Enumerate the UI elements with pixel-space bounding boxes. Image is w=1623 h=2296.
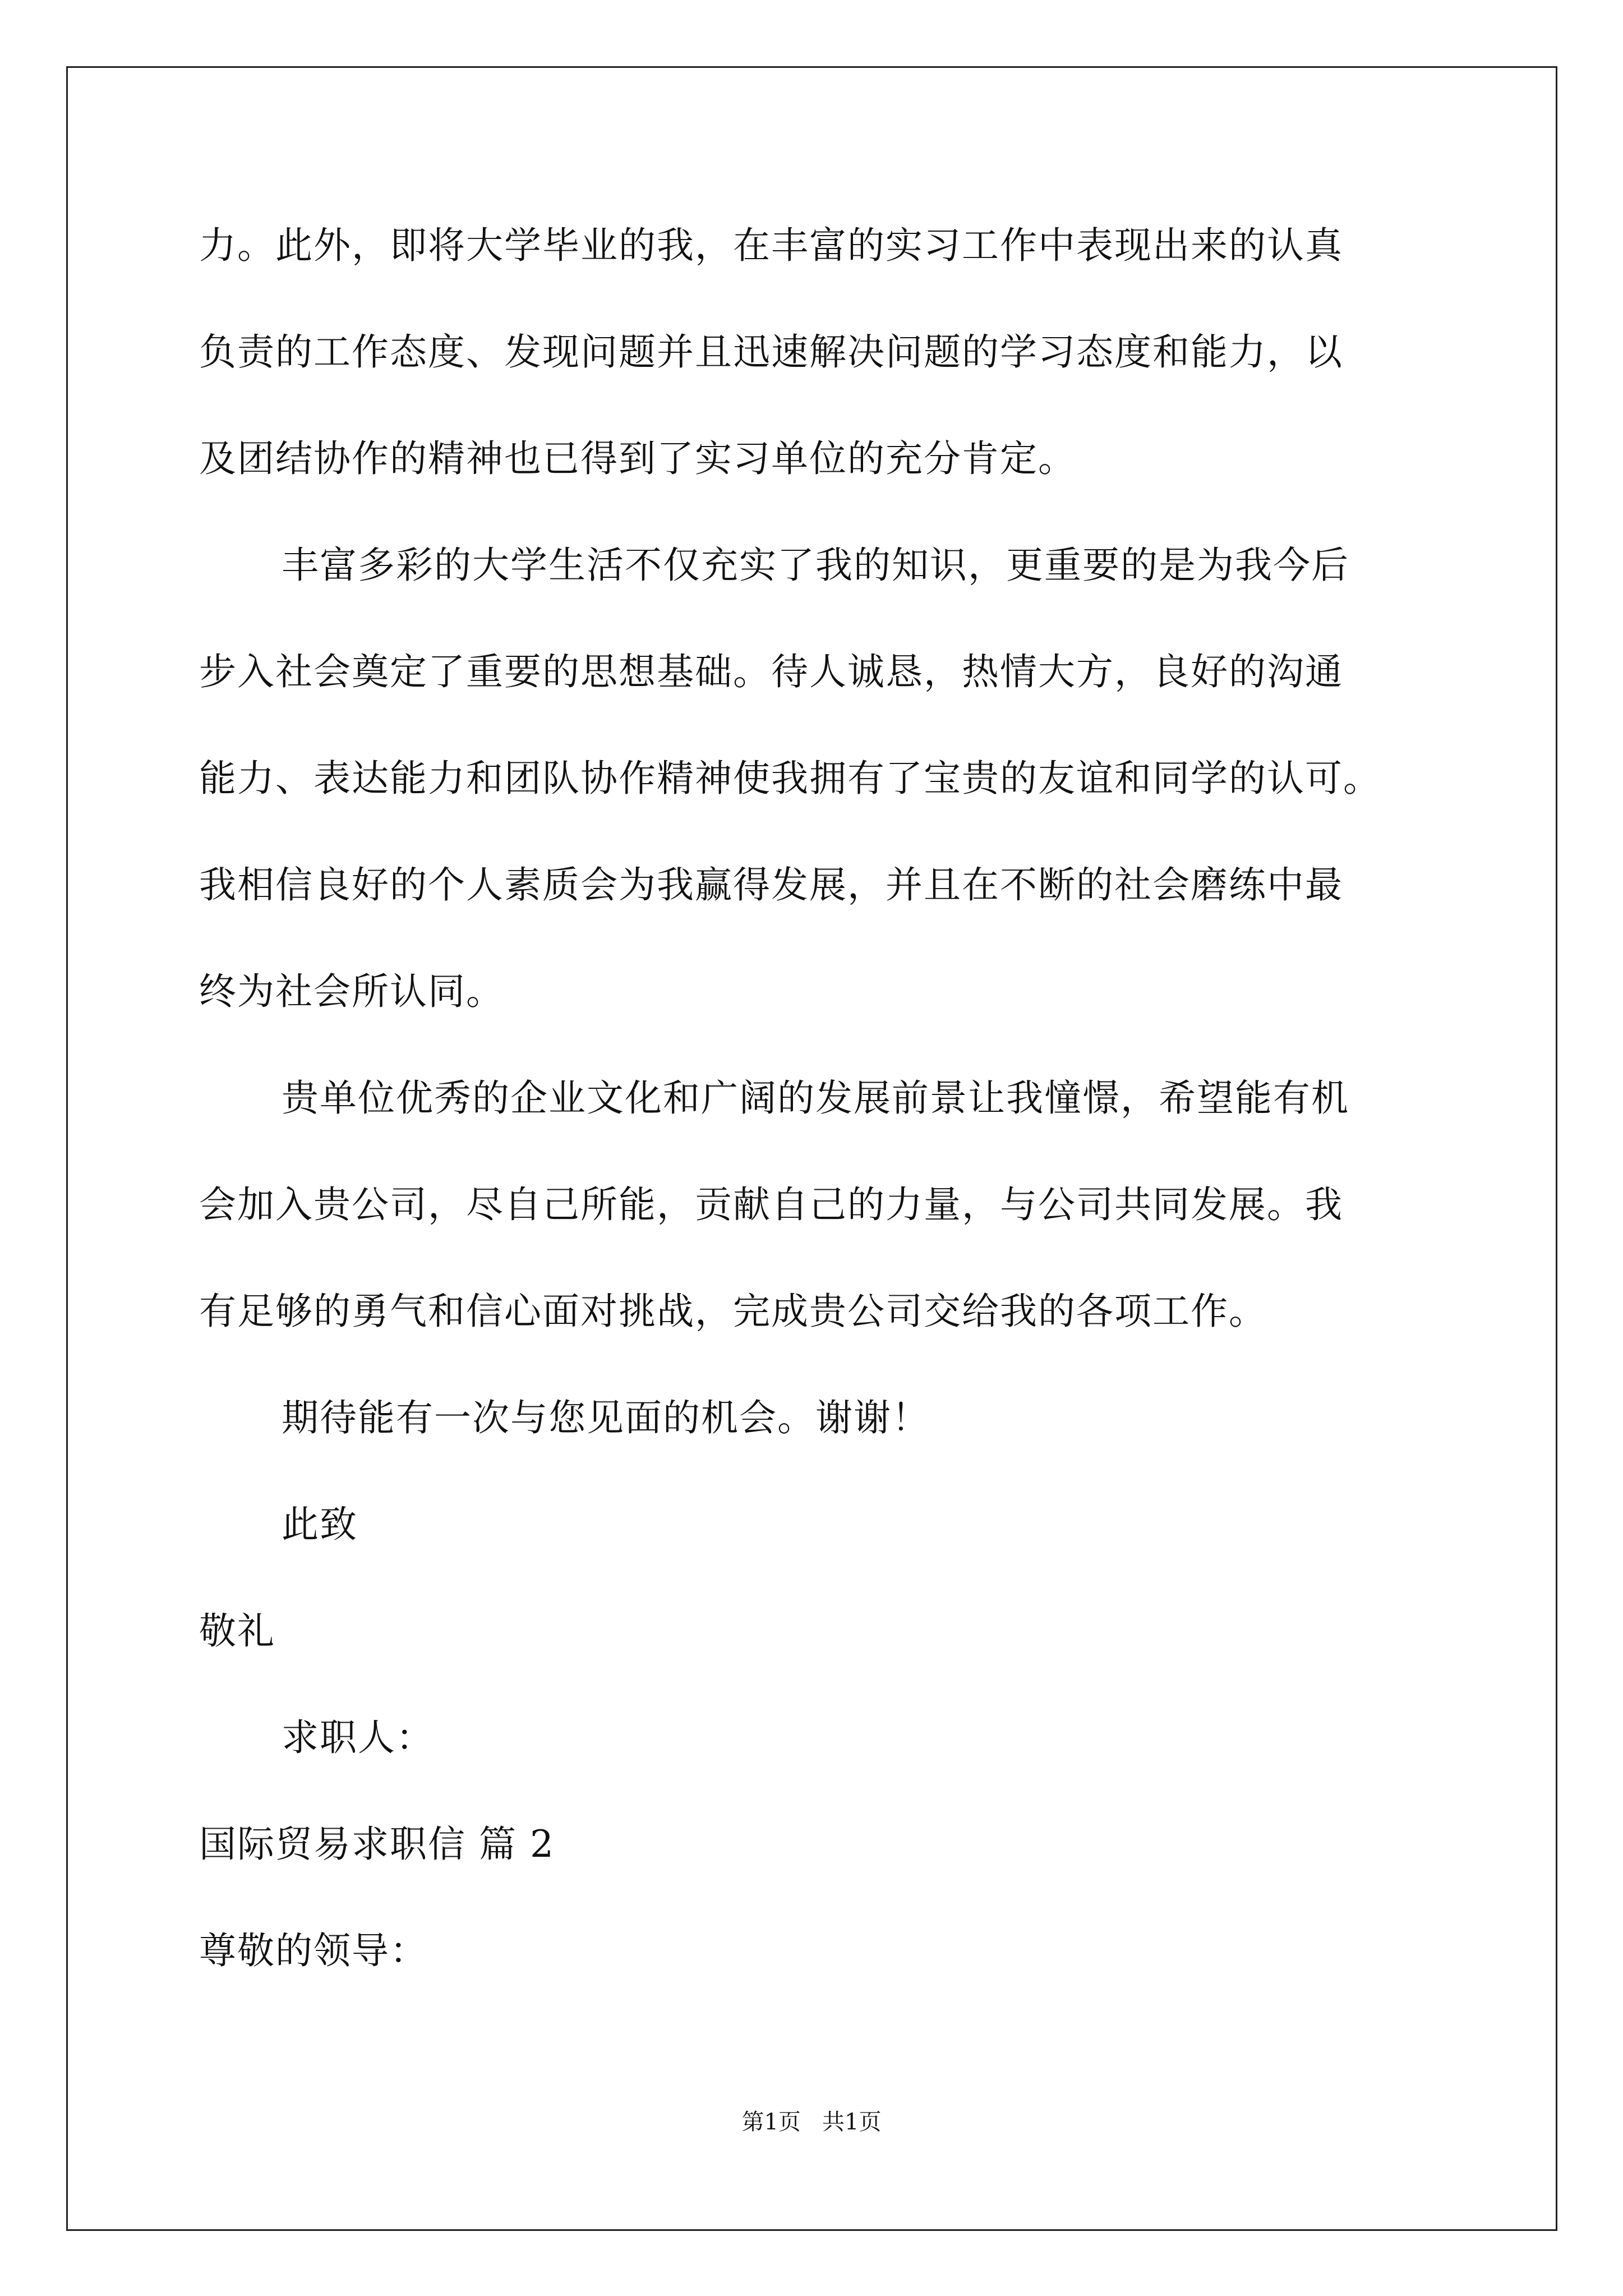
paragraph-start-line: 丰富多彩的大学生活不仅充实了我的知识，更重要的是为我今后 [282, 544, 1349, 587]
body-text-line: 会加入贵公司，尽自己所能，贡献自己的力量，与公司共同发展。我 [199, 1183, 1343, 1226]
letter-greeting: 尊敬的领导： [199, 1929, 428, 1972]
body-text-line: 步入社会奠定了重要的思想基础。待人诚恳，热情大方，良好的沟通 [199, 650, 1343, 693]
page-border [66, 66, 1557, 2231]
body-text-line: 有足够的勇气和信心面对挑战，完成贵公司交给我的各项工作。 [199, 1290, 1267, 1333]
body-text-line: 负责的工作态度、发现问题并且迅速解决问题的学习态度和能力，以 [199, 330, 1343, 374]
salutation-cizhi: 此致 [282, 1503, 358, 1546]
body-text-line: 能力、表达能力和团队协作精神使我拥有了宝贵的友谊和同学的认可。 [199, 757, 1381, 800]
body-text-line: 终为社会所认同。 [199, 970, 504, 1013]
closing-line: 期待能有一次与您见面的机会。谢谢！ [282, 1396, 930, 1439]
paragraph-start-line: 贵单位优秀的企业文化和广阔的发展前景让我憧憬，希望能有机 [282, 1076, 1349, 1120]
body-text-line: 力。此外，即将大学毕业的我，在丰富的实习工作中表现出来的认真 [199, 224, 1343, 267]
signature-label: 求职人： [282, 1716, 434, 1759]
body-text-line: 及团结协作的精神也已得到了实习单位的充分肯定。 [199, 437, 1076, 480]
body-text-line: 我相信良好的个人素质会为我赢得发展，并且在不断的社会磨练中最 [199, 863, 1343, 907]
salutation-jingli: 敬礼 [199, 1609, 275, 1653]
section-heading: 国际贸易求职信 篇 2 [199, 1823, 555, 1866]
page-footer: 第1页 共1页 [741, 2109, 882, 2135]
